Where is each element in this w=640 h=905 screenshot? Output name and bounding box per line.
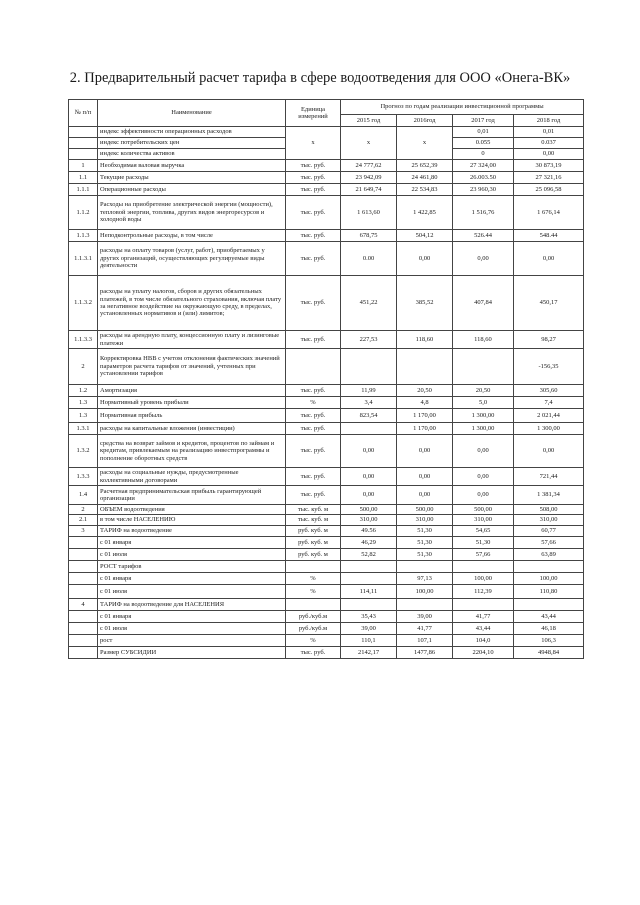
row-value: 504,12 — [397, 230, 453, 242]
row-name: расходы на арендную плату, концессионную плату и лизинговые платежи — [98, 331, 286, 349]
row-number: 2 — [69, 349, 98, 385]
row-name: рост — [98, 635, 286, 647]
row-value: 526.44 — [453, 230, 514, 242]
table-row — [69, 505, 584, 515]
row-value: 0,00 — [514, 242, 584, 276]
row-value: 51,30 — [397, 526, 453, 537]
row-value: 0,00 — [453, 242, 514, 276]
row-unit: руб./куб.м — [286, 623, 341, 635]
row-name: в том числе НАСЕЛЕНИЮ — [98, 515, 286, 526]
row-name: Расчетная предпринимательская прибыль гарантирующей организации — [98, 486, 286, 505]
header-forecast: Прогноз по годам реализации инвестиционной программы — [341, 100, 584, 115]
row-value — [453, 349, 514, 385]
row-value: 43,44 — [453, 623, 514, 635]
table-row — [69, 184, 584, 196]
row-number — [69, 635, 98, 647]
row-number: 1.3.1 — [69, 423, 98, 435]
row-value: 46,29 — [341, 537, 397, 549]
row-unit: % — [286, 397, 341, 409]
row-value: 0,00 — [514, 435, 584, 468]
row-value: 3,4 — [341, 397, 397, 409]
row-name: ТАРИФ на водоотведение для НАСЕЛЕНИЯ — [98, 599, 286, 611]
row-value: 23 960,30 — [453, 184, 514, 196]
row-number: 1.1 — [69, 172, 98, 184]
row-value: 110,80 — [514, 585, 584, 599]
row-number — [69, 537, 98, 549]
row-number — [69, 127, 98, 138]
row-name: с 01 июля — [98, 623, 286, 635]
row-value: 22 534,83 — [397, 184, 453, 196]
row-number: 1.1.2 — [69, 196, 98, 230]
row-value: 107,1 — [397, 635, 453, 647]
row-number: 1.3 — [69, 397, 98, 409]
row-value: 98,27 — [514, 331, 584, 349]
row-name: Нормативный уровень прибыли — [98, 397, 286, 409]
row-value: 114,11 — [341, 585, 397, 599]
row-value: 51,30 — [453, 537, 514, 549]
table-row — [69, 160, 584, 172]
row-unit: % — [286, 585, 341, 599]
row-value — [341, 599, 397, 611]
row-value: 500,00 — [397, 505, 453, 515]
row-value: 2 021,44 — [514, 409, 584, 423]
row-value: 49.56 — [341, 526, 397, 537]
row-unit: тыс. руб. — [286, 385, 341, 397]
table-row — [69, 397, 584, 409]
row-value: 27 321,16 — [514, 172, 584, 184]
row-value: 1 676,14 — [514, 196, 584, 230]
row-value: х — [341, 127, 397, 160]
row-value: 0,01 — [453, 127, 514, 138]
row-number: 1.1.3.1 — [69, 242, 98, 276]
row-value: 118,60 — [397, 331, 453, 349]
row-value: 20,50 — [453, 385, 514, 397]
row-value: 0,00 — [453, 435, 514, 468]
table-row — [69, 573, 584, 585]
table-row — [69, 172, 584, 184]
row-value: 310,00 — [453, 515, 514, 526]
row-value: 39,00 — [341, 623, 397, 635]
row-unit: тыс. руб. — [286, 435, 341, 468]
row-value: 27 324,00 — [453, 160, 514, 172]
table-row — [69, 349, 584, 385]
row-value: 0,00 — [453, 486, 514, 505]
row-number — [69, 549, 98, 561]
row-value: 450,17 — [514, 276, 584, 331]
row-unit: % — [286, 635, 341, 647]
row-value: 0,01 — [514, 127, 584, 138]
table-row — [69, 599, 584, 611]
table-row — [69, 647, 584, 659]
row-value: 57,66 — [514, 537, 584, 549]
row-value: 305,60 — [514, 385, 584, 397]
row-name: РОСТ тарифов — [98, 561, 286, 573]
row-value — [341, 349, 397, 385]
table-row — [69, 623, 584, 635]
row-number — [69, 611, 98, 623]
row-value: 0,00 — [397, 468, 453, 486]
header-year: 2017 год — [453, 115, 514, 127]
row-value: 0,00 — [341, 486, 397, 505]
row-value: 30 873,19 — [514, 160, 584, 172]
row-value: 21 649,74 — [341, 184, 397, 196]
row-number — [69, 561, 98, 573]
row-value: 227,53 — [341, 331, 397, 349]
row-unit: тыс. руб. — [286, 423, 341, 435]
row-unit: руб. куб. м — [286, 526, 341, 537]
row-unit — [286, 599, 341, 611]
row-name: Расходы на приобретение электрической энергии (мощности), тепловой энергии, топлива, других видов энергоресурсов и холодной воды — [98, 196, 286, 230]
row-name: Операционные расходы — [98, 184, 286, 196]
row-value: х — [397, 127, 453, 160]
table-row — [69, 468, 584, 486]
row-unit: руб. куб. м — [286, 549, 341, 561]
row-unit: тыс. куб. м — [286, 515, 341, 526]
row-value: 508,00 — [514, 505, 584, 515]
row-number: 3 — [69, 526, 98, 537]
row-value: 23 942,09 — [341, 172, 397, 184]
row-value: 385,52 — [397, 276, 453, 331]
row-value: 43,44 — [514, 611, 584, 623]
row-number: 1.1.3 — [69, 230, 98, 242]
row-number — [69, 647, 98, 659]
row-value: 20,50 — [397, 385, 453, 397]
row-value — [397, 349, 453, 385]
row-value: 25 652,39 — [397, 160, 453, 172]
row-name: Амортизация — [98, 385, 286, 397]
header-year: 2016год — [397, 115, 453, 127]
row-value: 2204,10 — [453, 647, 514, 659]
row-number — [69, 585, 98, 599]
row-value: 97,13 — [397, 573, 453, 585]
row-number: 1.3.3 — [69, 468, 98, 486]
table-row — [69, 385, 584, 397]
row-number: 4 — [69, 599, 98, 611]
row-value — [341, 561, 397, 573]
row-value: 1 516,76 — [453, 196, 514, 230]
row-value: 46,18 — [514, 623, 584, 635]
row-value: 24 461,80 — [397, 172, 453, 184]
row-value — [453, 561, 514, 573]
row-value — [397, 599, 453, 611]
row-value: 100,00 — [514, 573, 584, 585]
row-value: 63,89 — [514, 549, 584, 561]
row-value: 1 381,34 — [514, 486, 584, 505]
row-unit — [286, 349, 341, 385]
row-value: 0,00 — [397, 435, 453, 468]
row-unit: тыс. руб. — [286, 230, 341, 242]
row-number — [69, 138, 98, 149]
row-unit: х — [286, 127, 341, 160]
row-value: 100,00 — [397, 585, 453, 599]
row-value: 57,66 — [453, 549, 514, 561]
tariff-table — [68, 99, 584, 659]
row-name: расходы на оплату товаров (услуг, работ), приобретаемых у других организаций, осуществляющих регулируемые виды деятельности — [98, 242, 286, 276]
row-value: 407,84 — [453, 276, 514, 331]
row-name: индекс эффективности операционных расходов — [98, 127, 286, 138]
row-value: 41,77 — [453, 611, 514, 623]
table-row — [69, 526, 584, 537]
table-row — [69, 515, 584, 526]
row-value: 52,82 — [341, 549, 397, 561]
table-row — [69, 635, 584, 647]
table-row — [69, 435, 584, 468]
row-unit: тыс. руб. — [286, 242, 341, 276]
row-value — [341, 423, 397, 435]
row-name: расходы на уплату налогов, сборов и других обязательных платежей, в том числе обязательного страхования, включая плату за негативное воздействие на окружающую среду, в пределах, установленных нормативов и (или) лимитов; — [98, 276, 286, 331]
row-name: индекс потребительских цен — [98, 138, 286, 149]
row-value: 721,44 — [514, 468, 584, 486]
row-unit: % — [286, 573, 341, 585]
header-name: Наименование — [98, 100, 286, 127]
row-value: 51,30 — [397, 549, 453, 561]
table-row — [69, 486, 584, 505]
row-number: 1.1.1 — [69, 184, 98, 196]
row-value — [397, 561, 453, 573]
row-value: 0,00 — [453, 468, 514, 486]
row-value: 100,00 — [453, 573, 514, 585]
table-row — [69, 561, 584, 573]
row-number: 1.3 — [69, 409, 98, 423]
row-number: 2 — [69, 505, 98, 515]
row-value: 104,0 — [453, 635, 514, 647]
row-name: расходы на социальные нужды, предусмотренные коллективными договорами — [98, 468, 286, 486]
row-unit: тыс. руб. — [286, 647, 341, 659]
table-row — [69, 331, 584, 349]
row-unit: тыс. руб. — [286, 331, 341, 349]
table-row — [69, 611, 584, 623]
row-value: -156,35 — [514, 349, 584, 385]
row-value: 1 300,00 — [453, 423, 514, 435]
row-value: 310,00 — [514, 515, 584, 526]
row-name: Корректировка НВВ с учетом отклонения фактических значений параметров расчета тарифов от значений, учтенных при установлении тарифов — [98, 349, 286, 385]
row-unit: тыс. руб. — [286, 172, 341, 184]
row-value: 2142,17 — [341, 647, 397, 659]
row-name: средства на возврат займов и кредитов, процентов по займам и кредитам, привлекаемым на реализацию инвестпрограммы и пополнение оборотных средств — [98, 435, 286, 468]
row-unit: тыс. руб. — [286, 160, 341, 172]
row-name: с 01 июля — [98, 549, 286, 561]
row-value: 0 — [453, 149, 514, 160]
table-row — [69, 585, 584, 599]
row-value: 0,00 — [514, 149, 584, 160]
table-row — [69, 537, 584, 549]
row-value: 5,0 — [453, 397, 514, 409]
row-value: 54,65 — [453, 526, 514, 537]
row-number: 2.1 — [69, 515, 98, 526]
row-unit: тыс. руб. — [286, 276, 341, 331]
row-value — [453, 599, 514, 611]
row-name: индекс количества активов — [98, 149, 286, 160]
row-unit: руб. куб. м — [286, 537, 341, 549]
header-year: 2015 год — [341, 115, 397, 127]
header-year: 2018 год — [514, 115, 584, 127]
row-value: 310,00 — [397, 515, 453, 526]
row-value: 451,22 — [341, 276, 397, 331]
row-unit: тыс. руб. — [286, 409, 341, 423]
row-value: 1 170,00 — [397, 423, 453, 435]
row-value: 678,75 — [341, 230, 397, 242]
row-unit: тыс. куб. м — [286, 505, 341, 515]
row-value: 0.055 — [453, 138, 514, 149]
row-value — [514, 561, 584, 573]
table-row — [69, 127, 584, 138]
row-value: 1 300,00 — [514, 423, 584, 435]
table-row — [69, 196, 584, 230]
row-value: 35,43 — [341, 611, 397, 623]
row-number: 1 — [69, 160, 98, 172]
row-value: 41,77 — [397, 623, 453, 635]
table-row — [69, 549, 584, 561]
row-unit — [286, 561, 341, 573]
row-value: 0.00 — [341, 242, 397, 276]
row-name: расходы на капитальные вложения (инвестиции) — [98, 423, 286, 435]
row-value — [514, 599, 584, 611]
row-name: Необходимая валовая выручка — [98, 160, 286, 172]
row-value: 112,39 — [453, 585, 514, 599]
row-name: с 01 января — [98, 611, 286, 623]
table-body — [69, 127, 584, 659]
row-name: ТАРИФ на водоотведение — [98, 526, 286, 537]
row-value: 60,77 — [514, 526, 584, 537]
row-value: 310,00 — [341, 515, 397, 526]
table-row — [69, 230, 584, 242]
row-value: 110,1 — [341, 635, 397, 647]
row-name: Неподконтрольные расходы, в том числе — [98, 230, 286, 242]
row-name: Текущие расходы — [98, 172, 286, 184]
table-row — [69, 242, 584, 276]
row-name: ОБЪЕМ водоотведения — [98, 505, 286, 515]
row-value: 0.037 — [514, 138, 584, 149]
row-value: 1 613,60 — [341, 196, 397, 230]
row-value: 500,00 — [341, 505, 397, 515]
row-value: 51,30 — [397, 537, 453, 549]
page-title: 2. Предварительный расчет тарифа в сфере водоотведения для ООО «Онега-ВК» — [69, 70, 571, 86]
row-value: 0,00 — [341, 468, 397, 486]
row-value: 7,4 — [514, 397, 584, 409]
row-name: Размер СУБСИДИИ — [98, 647, 286, 659]
row-number: 1.1.3.2 — [69, 276, 98, 331]
row-value: 39,00 — [397, 611, 453, 623]
row-number: 1.4 — [69, 486, 98, 505]
row-name: с 01 января — [98, 573, 286, 585]
table-row — [69, 423, 584, 435]
table-row — [69, 276, 584, 331]
row-value: 11,99 — [341, 385, 397, 397]
row-name: с 01 января — [98, 537, 286, 549]
row-number: 1.3.2 — [69, 435, 98, 468]
header-unit: Единица измерений — [286, 100, 341, 127]
row-value: 4,8 — [397, 397, 453, 409]
row-number: 1.2 — [69, 385, 98, 397]
row-value: 548.44 — [514, 230, 584, 242]
row-value: 1477,86 — [397, 647, 453, 659]
row-value: 500,00 — [453, 505, 514, 515]
row-unit: тыс. руб. — [286, 468, 341, 486]
row-value: 1 170,00 — [397, 409, 453, 423]
row-value: 0,00 — [397, 242, 453, 276]
row-value: 26.003.50 — [453, 172, 514, 184]
row-name: Нормативная прибыль — [98, 409, 286, 423]
row-unit: тыс. руб. — [286, 486, 341, 505]
row-value: 25 096,58 — [514, 184, 584, 196]
row-number — [69, 149, 98, 160]
table-header — [69, 100, 584, 127]
row-name: с 01 июля — [98, 585, 286, 599]
row-value: 106,3 — [514, 635, 584, 647]
row-number: 1.1.3.3 — [69, 331, 98, 349]
row-number — [69, 573, 98, 585]
row-value: 0,00 — [341, 435, 397, 468]
row-value: 4948,84 — [514, 647, 584, 659]
row-value: 823,54 — [341, 409, 397, 423]
row-value: 1 300,00 — [453, 409, 514, 423]
row-value — [341, 573, 397, 585]
header-num: № п/п — [69, 100, 98, 127]
row-unit: руб./куб.м — [286, 611, 341, 623]
row-value: 0,00 — [397, 486, 453, 505]
row-value: 1 422,85 — [397, 196, 453, 230]
row-unit: тыс. руб. — [286, 184, 341, 196]
row-value: 118,60 — [453, 331, 514, 349]
row-value: 24 777,62 — [341, 160, 397, 172]
row-unit: тыс. руб. — [286, 196, 341, 230]
row-number — [69, 623, 98, 635]
table-row — [69, 409, 584, 423]
